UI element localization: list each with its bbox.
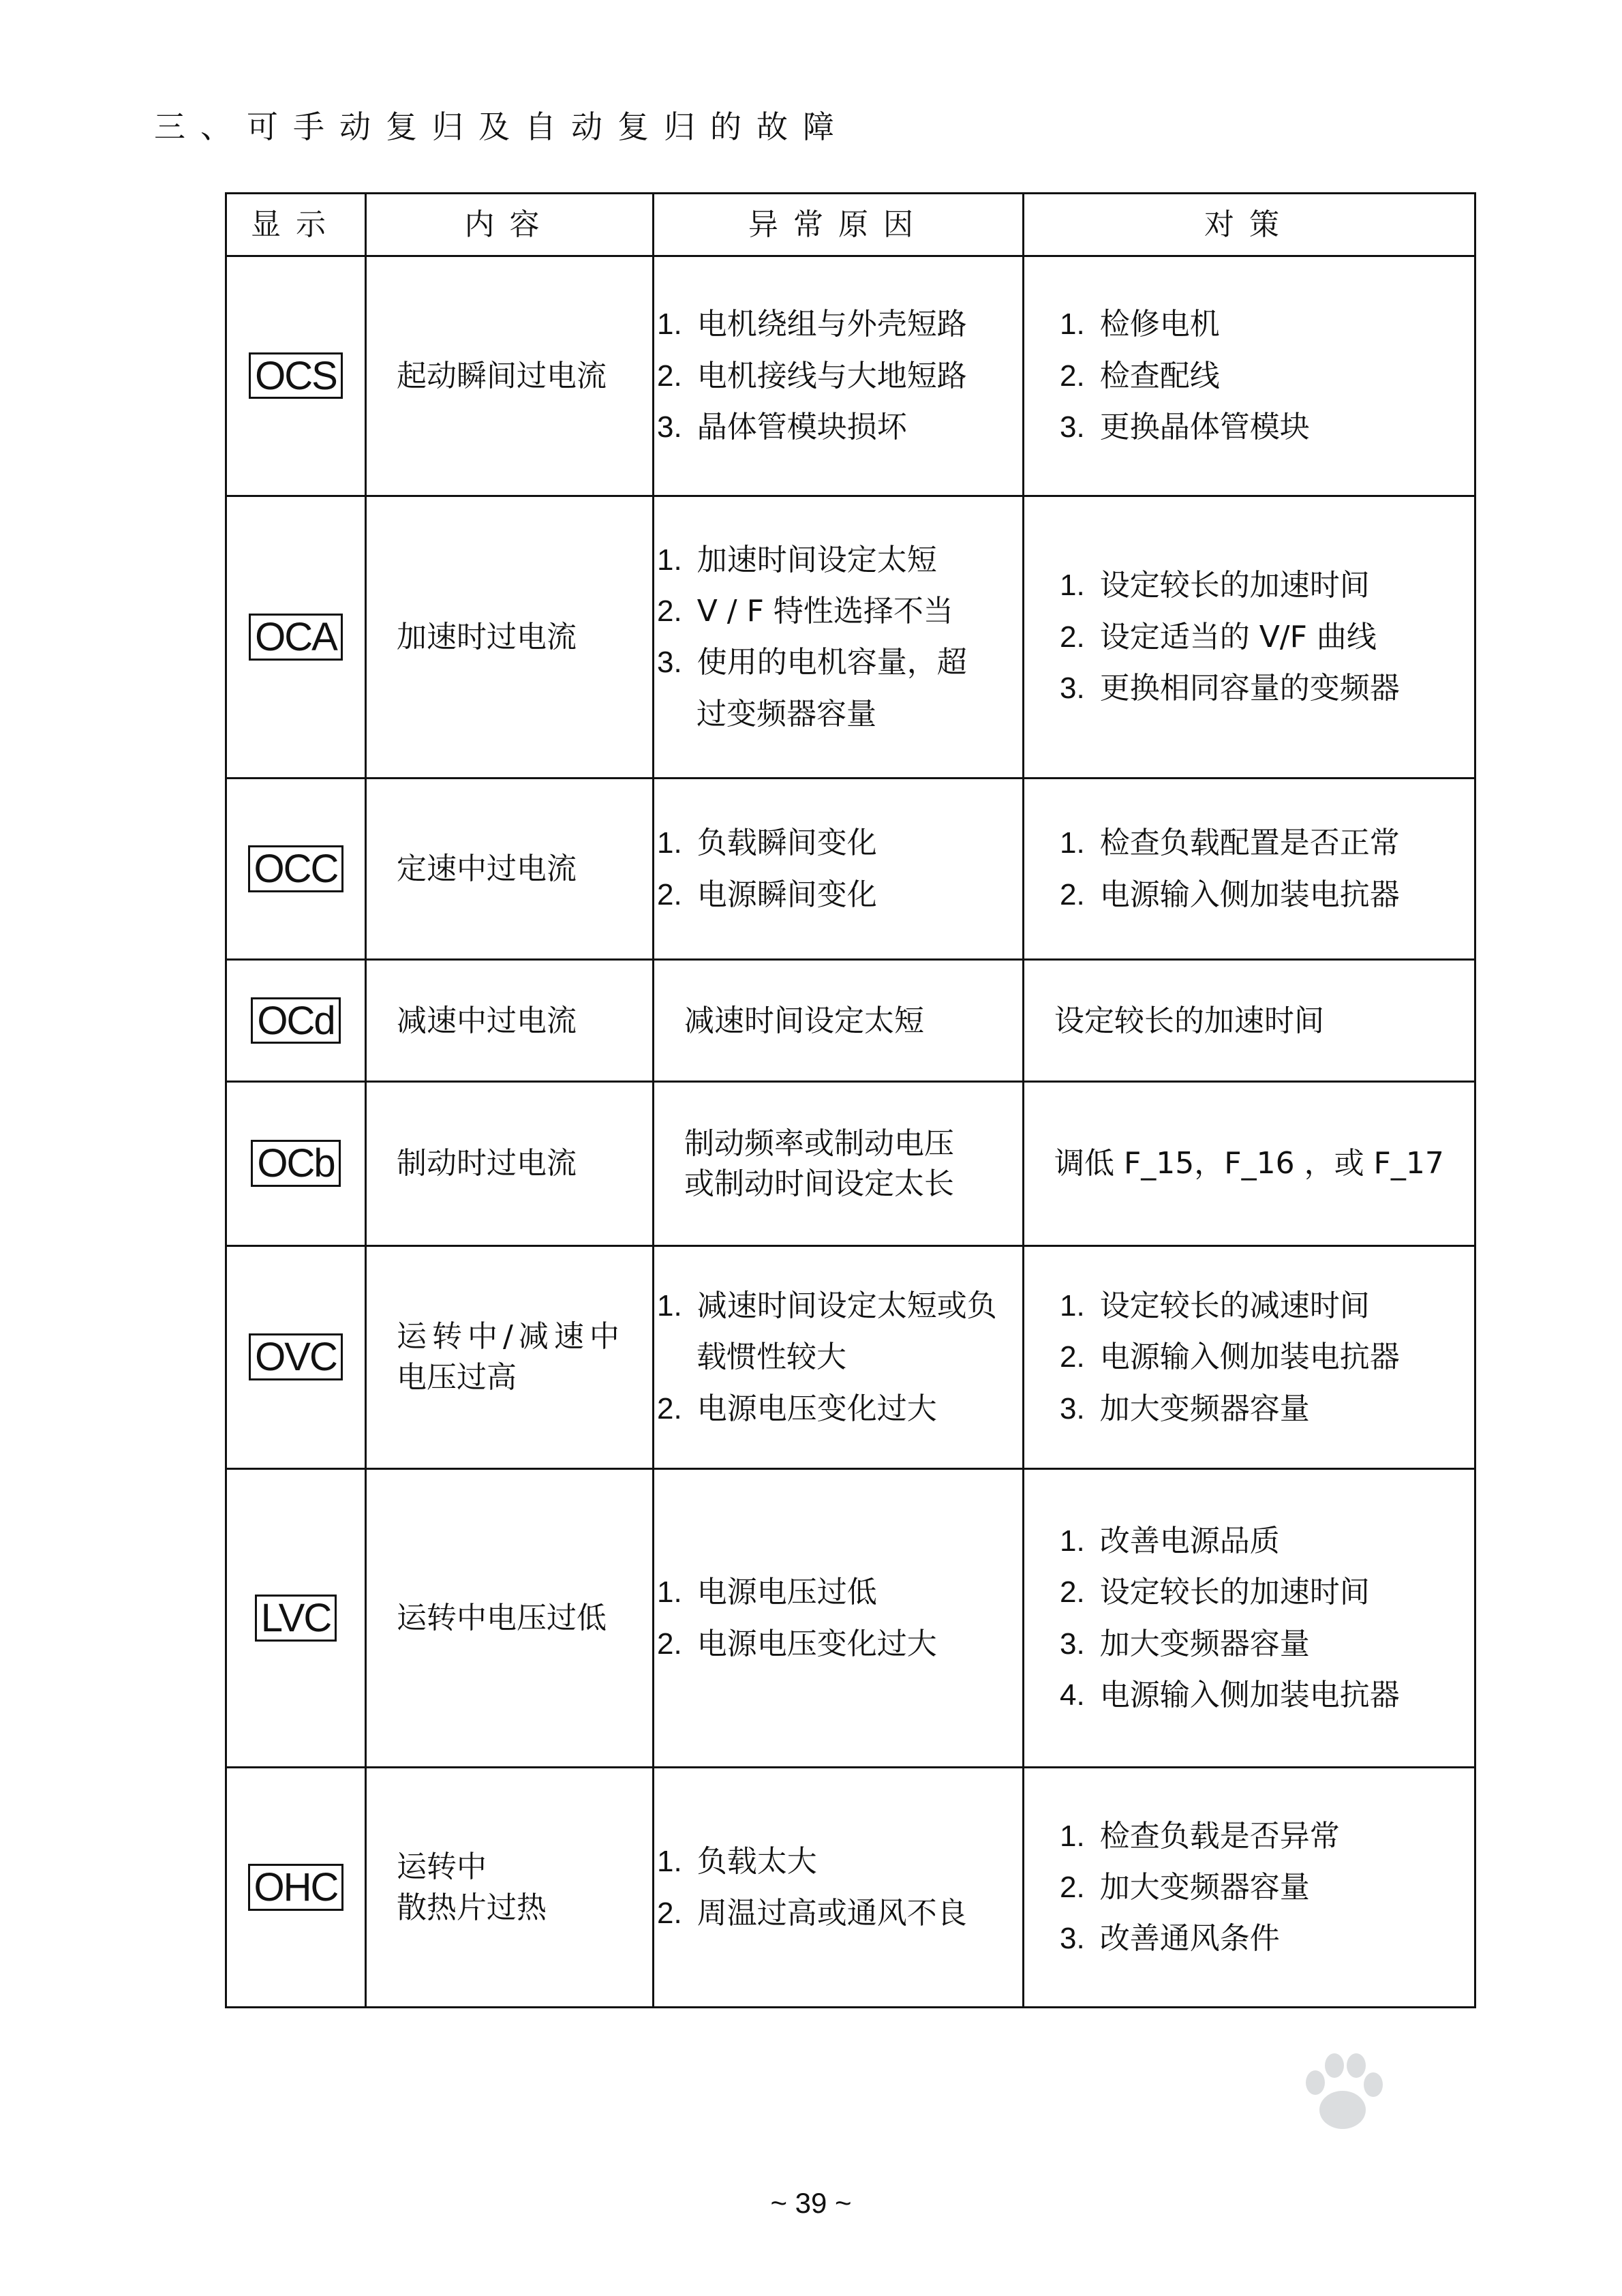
item-text: 负载瞬间变化 <box>697 826 877 861</box>
list-item <box>1060 1675 1474 1715</box>
fault-content-cell <box>366 1246 654 1468</box>
measure-list <box>1024 1286 1474 1429</box>
measure-cell <box>1024 496 1475 779</box>
item-text: 周温过高或通风不良 <box>697 1895 967 1931</box>
list-item <box>657 1893 1022 1933</box>
fault-content-line: 散热片过热 <box>397 1890 547 1925</box>
cause-cell <box>654 779 1024 960</box>
item-text: 检修电机 <box>1099 307 1220 342</box>
item-number: 2. <box>1060 620 1085 654</box>
fault-content-line: 起动瞬间过电流 <box>397 358 607 393</box>
table-row <box>226 1082 1475 1246</box>
item-number: 1. <box>1060 1819 1085 1853</box>
list-item <box>1060 304 1474 344</box>
fault-code: OVC <box>249 1333 343 1380</box>
item-number: 2. <box>657 594 682 628</box>
list-item <box>1060 668 1474 708</box>
fault-code: OCd <box>251 997 340 1044</box>
list-item <box>1060 1816 1474 1856</box>
measure-list <box>1024 1816 1474 1959</box>
fault-content-line: 电压过高 <box>397 1359 517 1395</box>
item-number: 4. <box>1060 1678 1085 1712</box>
list-item <box>657 1389 1022 1429</box>
item-text: 加大变频器容量 <box>1099 1391 1310 1426</box>
item-text: 设定适当的 V/F 曲线 <box>1099 619 1377 654</box>
fault-code: OCS <box>249 352 343 399</box>
item-text: 电源输入侧加装电抗器 <box>1099 1340 1400 1375</box>
item-number: 1. <box>1060 826 1085 860</box>
item-text: 改善通风条件 <box>1099 1921 1280 1957</box>
cause-cell <box>654 496 1024 779</box>
item-number: 1. <box>1060 1288 1085 1323</box>
table-row <box>226 779 1475 960</box>
measure-text: 设定较长的加速时间 <box>1054 1003 1324 1038</box>
item-text: 过变频器容量 <box>697 696 876 731</box>
fault-content-line: 运转中电压过低 <box>397 1600 607 1635</box>
fault-content-cell <box>366 779 654 960</box>
fault-code: OCC <box>248 845 344 892</box>
cause-text: 减速时间设定太短 <box>684 1003 924 1038</box>
list-item <box>657 407 1022 447</box>
cause-list <box>654 1286 1022 1429</box>
item-number: 1. <box>657 307 682 342</box>
column-header-measure: 对策 <box>1024 194 1475 256</box>
measure-list <box>1024 565 1474 708</box>
item-number: 2. <box>1060 1871 1085 1905</box>
list-item <box>657 591 1022 631</box>
column-header-display: 显示 <box>226 194 366 256</box>
item-text: 电源电压变化过大 <box>697 1391 937 1426</box>
page-number: ~ 39 ~ <box>770 2187 852 2219</box>
item-number: 3. <box>1060 410 1085 444</box>
measure-cell <box>1024 256 1475 496</box>
table-row <box>226 1246 1475 1468</box>
table-row <box>226 960 1475 1082</box>
list-item <box>657 540 1022 580</box>
item-number: 3. <box>1060 1627 1085 1661</box>
item-number: 3. <box>1060 1922 1085 1956</box>
item-number: 3. <box>657 646 682 680</box>
cause-list <box>654 540 1022 735</box>
cause-cell <box>654 960 1024 1082</box>
fault-table <box>225 192 1476 2008</box>
list-item <box>1060 617 1474 657</box>
cause-cell <box>654 1768 1024 2008</box>
item-number: 1. <box>657 1288 682 1323</box>
table-row <box>226 1468 1475 1768</box>
list-item <box>1060 1572 1474 1612</box>
item-text: 电源电压变化过大 <box>697 1626 937 1661</box>
measure-text: 调低 F_15，F_16 ，或 F_17 <box>1054 1146 1444 1181</box>
cause-list <box>654 1572 1022 1664</box>
item-text: 设定较长的加速时间 <box>1099 1575 1370 1610</box>
list-item <box>1060 565 1474 605</box>
list-item <box>657 1572 1022 1612</box>
fault-content-line: 运转中 <box>397 1849 487 1885</box>
measure-cell <box>1024 1082 1475 1246</box>
column-header-cause: 异常原因 <box>654 194 1024 256</box>
fault-code-cell <box>226 496 366 779</box>
fault-content-line: 定速中过电流 <box>397 851 577 887</box>
list-item <box>1060 875 1474 915</box>
watermark-logo <box>1118 2059 1540 2263</box>
item-number: 3. <box>1060 1391 1085 1425</box>
fault-code-cell <box>226 1768 366 2008</box>
measure-cell <box>1024 1468 1475 1768</box>
fault-code-cell <box>226 960 366 1082</box>
item-number: 1. <box>657 1575 682 1610</box>
item-number: 2. <box>1060 1340 1085 1374</box>
item-text: 改善电源品质 <box>1099 1523 1280 1558</box>
item-number: 2. <box>1060 1575 1085 1610</box>
list-item <box>1060 1286 1474 1326</box>
item-number: 1. <box>1060 307 1085 342</box>
item-text: 更换相同容量的变频器 <box>1099 671 1400 706</box>
list-item <box>657 1624 1022 1664</box>
measure-list <box>1024 304 1474 447</box>
item-text: 电源瞬间变化 <box>697 877 877 912</box>
item-number: 2. <box>1060 877 1085 911</box>
item-number: 2. <box>657 1896 682 1930</box>
list-item <box>657 642 1022 682</box>
fault-code-cell <box>226 1246 366 1468</box>
table-row <box>226 1768 1475 2008</box>
table-header-row <box>226 194 1475 256</box>
item-text: 检查负载配置是否正常 <box>1099 826 1400 861</box>
fault-content-line: 制动时过电流 <box>397 1146 577 1181</box>
table-row <box>226 496 1475 779</box>
item-text: 晶体管模块损坏 <box>697 409 907 444</box>
item-text: 加大变频器容量 <box>1099 1870 1310 1905</box>
cause-list <box>654 823 1022 915</box>
item-number: 1. <box>657 1845 682 1879</box>
cause-text: 制动频率或制动电压 <box>684 1126 954 1161</box>
item-number: 1. <box>657 543 682 577</box>
item-number: 2. <box>1060 359 1085 393</box>
measure-cell <box>1024 960 1475 1082</box>
list-item <box>1060 1624 1474 1664</box>
item-text: V / F 特性选择不当 <box>697 593 953 629</box>
list-item <box>657 823 1022 863</box>
fault-content-line: 运转中/减速中 <box>397 1319 625 1355</box>
fault-code: OHC <box>248 1864 344 1911</box>
list-item <box>1060 1867 1474 1907</box>
fault-code-cell <box>226 256 366 496</box>
fault-content-cell <box>366 496 654 779</box>
item-text: 设定较长的加速时间 <box>1099 568 1370 603</box>
item-number: 1. <box>1060 1524 1085 1558</box>
item-text: 加速时间设定太短 <box>697 542 937 577</box>
item-number: 2. <box>657 359 682 393</box>
fault-content-cell <box>366 1768 654 2008</box>
fault-content-cell <box>366 1468 654 1768</box>
list-item <box>1060 1918 1474 1959</box>
item-number: 3. <box>657 410 682 444</box>
cause-list <box>654 304 1022 447</box>
item-text: 减速时间设定太短或负 <box>697 1288 997 1323</box>
item-text: 电机绕组与外壳短路 <box>697 307 967 342</box>
list-item <box>657 694 1022 734</box>
fault-content-cell <box>366 960 654 1082</box>
fault-code: OCA <box>249 614 343 661</box>
item-number: 3. <box>1060 671 1085 706</box>
item-text: 电源输入侧加装电抗器 <box>1099 1677 1400 1712</box>
list-item <box>1060 823 1474 863</box>
cause-list <box>654 1841 1022 1933</box>
item-number: 2. <box>657 877 682 911</box>
list-item <box>657 1841 1022 1882</box>
column-header-content: 内容 <box>366 194 654 256</box>
item-text: 更换晶体管模块 <box>1099 409 1310 444</box>
fault-content-line: 减速中过电流 <box>397 1003 577 1038</box>
paw-icon <box>1295 2045 1390 2141</box>
list-item <box>1060 356 1474 396</box>
item-text: 负载太大 <box>697 1844 817 1879</box>
list-item <box>1060 407 1474 447</box>
list-item <box>657 304 1022 344</box>
cause-cell <box>654 1468 1024 1768</box>
cause-cell <box>654 1082 1024 1246</box>
table-row <box>226 256 1475 496</box>
item-number: 1. <box>1060 569 1085 603</box>
list-item <box>1060 1337 1474 1377</box>
item-number: 1. <box>657 826 682 860</box>
cause-cell <box>654 1246 1024 1468</box>
measure-cell <box>1024 1246 1475 1468</box>
fault-content-cell <box>366 1082 654 1246</box>
fault-content-line: 加速时过电流 <box>397 619 577 654</box>
cause-cell <box>654 256 1024 496</box>
fault-code-cell <box>226 1082 366 1246</box>
item-number: 2. <box>657 1391 682 1425</box>
fault-code: OCb <box>251 1140 340 1187</box>
fault-code-cell <box>226 779 366 960</box>
list-item <box>657 875 1022 915</box>
item-number: 2. <box>657 1627 682 1661</box>
item-text: 检查负载是否异常 <box>1099 1818 1340 1854</box>
measure-cell <box>1024 779 1475 960</box>
item-text: 检查配线 <box>1099 358 1220 393</box>
measure-list <box>1024 1521 1474 1716</box>
cause-text: 或制动时间设定太长 <box>684 1166 954 1202</box>
item-text: 加大变频器容量 <box>1099 1626 1310 1661</box>
item-text: 电源电压过低 <box>697 1575 877 1610</box>
item-text: 设定较长的减速时间 <box>1099 1288 1370 1323</box>
measure-list <box>1024 823 1474 915</box>
fault-code-cell <box>226 1468 366 1768</box>
item-text: 电机接线与大地短路 <box>697 358 967 393</box>
list-item <box>1060 1389 1474 1429</box>
fault-code: LVC <box>255 1595 337 1642</box>
list-item <box>657 1286 1022 1326</box>
fault-content-cell <box>366 256 654 496</box>
item-text: 电源输入侧加装电抗器 <box>1099 877 1400 912</box>
list-item <box>657 356 1022 396</box>
list-item <box>657 1337 1022 1377</box>
list-item <box>1060 1521 1474 1561</box>
section-heading: 三、可手动复归及自动复归的故障 <box>154 108 849 145</box>
item-text: 载惯性较大 <box>697 1340 846 1375</box>
item-text: 使用的电机容量，超 <box>697 645 967 680</box>
measure-cell <box>1024 1768 1475 2008</box>
